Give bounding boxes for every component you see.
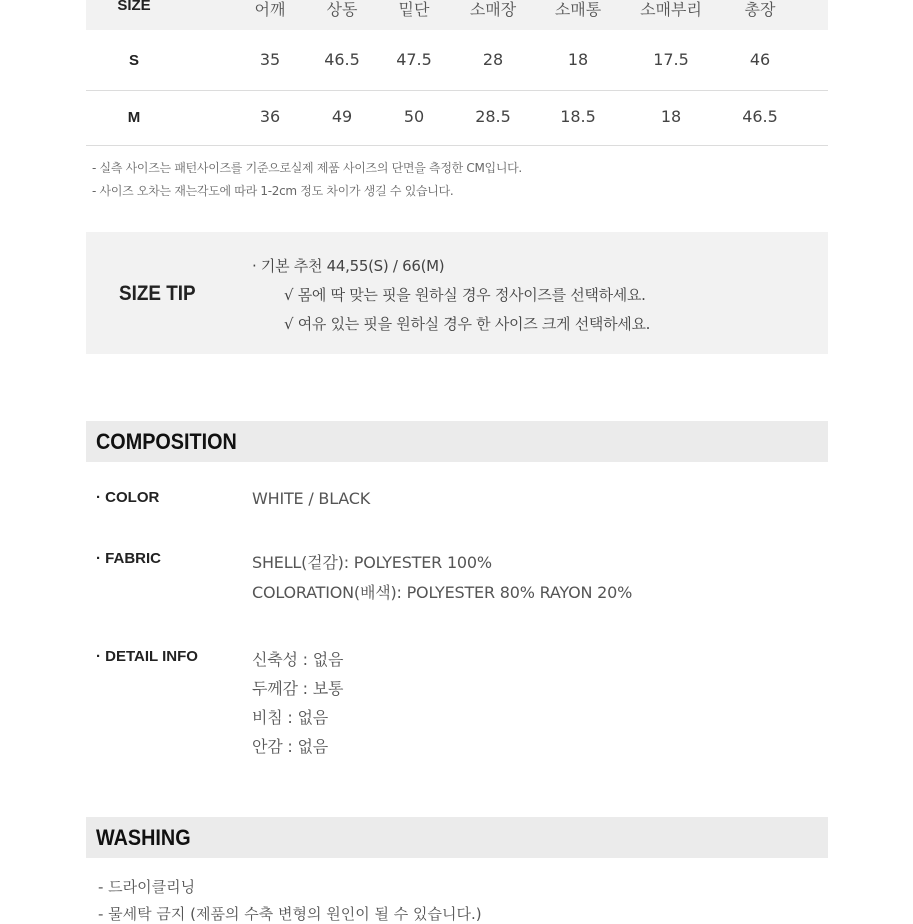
composition-section-bar xyxy=(86,421,828,462)
table-cell: 50 xyxy=(403,107,425,126)
table-cell: 28.5 xyxy=(475,107,511,126)
table-cell: 28 xyxy=(482,50,504,69)
table-cell: 46 xyxy=(749,50,771,69)
size-tip-line: √ 몸에 딱 맞는 핏을 원하실 경우 정사이즈를 선택하세요. xyxy=(284,286,646,304)
table-cell: 46.5 xyxy=(742,107,778,126)
fabric-value: SHELL(겉감): POLYESTER 100% xyxy=(252,553,492,572)
table-cell: 18 xyxy=(660,107,682,126)
table-header-cell: 어깨 xyxy=(254,0,286,19)
row-divider xyxy=(86,90,828,91)
table-header-cell: 소매부리 xyxy=(640,0,702,19)
size-tip-line: √ 여유 있는 핏을 원하실 경우 한 사이즈 크게 선택하세요. xyxy=(284,315,651,333)
washing-title: WASHING xyxy=(96,825,191,850)
washing-line: - 드라이클리닝 xyxy=(98,878,196,896)
color-label: · COLOR xyxy=(96,489,160,506)
table-cell: 17.5 xyxy=(653,50,689,69)
size-tip-line: · 기본 추천 44,55(S) / 66(M) xyxy=(252,257,445,275)
detail-info-value: 두께감 : 보통 xyxy=(252,679,344,698)
size-note: - 실측 사이즈는 패턴사이즈를 기준으로실제 제품 사이즈의 단면을 측정한 CM입니다. xyxy=(92,161,522,175)
color-value: WHITE / BLACK xyxy=(252,489,371,508)
table-header-cell: 밑단 xyxy=(398,0,430,19)
detail-info-value: 신축성 : 없음 xyxy=(252,650,344,669)
table-cell: 47.5 xyxy=(396,50,432,69)
size-table-header xyxy=(86,0,828,30)
table-cell: 46.5 xyxy=(324,50,360,69)
table-cell: 49 xyxy=(331,107,353,126)
detail-info-value: 비침 : 없음 xyxy=(252,708,328,727)
size-tip-title: SIZE TIP xyxy=(119,282,196,305)
size-label: M xyxy=(127,109,141,126)
table-header-cell: 상동 xyxy=(326,0,358,19)
table-cell: 18.5 xyxy=(560,107,596,126)
detail-info-value: 안감 : 없음 xyxy=(252,737,328,756)
table-header-cell: 소매장 xyxy=(469,0,517,19)
washing-line: - 물세탁 금지 (제품의 수축 변형의 원인이 될 수 있습니다.) xyxy=(98,905,482,923)
table-header-cell: 소매통 xyxy=(554,0,602,19)
table-cell: 35 xyxy=(259,50,281,69)
table-header-cell: SIZE xyxy=(117,0,151,14)
size-note: - 사이즈 오차는 재는각도에 따라 1-2cm 정도 차이가 생길 수 있습니다. xyxy=(92,184,454,198)
table-header-cell: 총장 xyxy=(744,0,776,19)
row-divider xyxy=(86,145,828,146)
table-cell: 36 xyxy=(259,107,281,126)
fabric-label: · FABRIC xyxy=(96,550,161,567)
table-cell: 18 xyxy=(567,50,589,69)
fabric-value: COLORATION(배색): POLYESTER 80% RAYON 20% xyxy=(252,583,633,602)
size-label: S xyxy=(128,52,140,69)
detail-info-label: · DETAIL INFO xyxy=(96,648,198,665)
composition-title: COMPOSITION xyxy=(96,429,237,454)
washing-section-bar xyxy=(86,817,828,858)
